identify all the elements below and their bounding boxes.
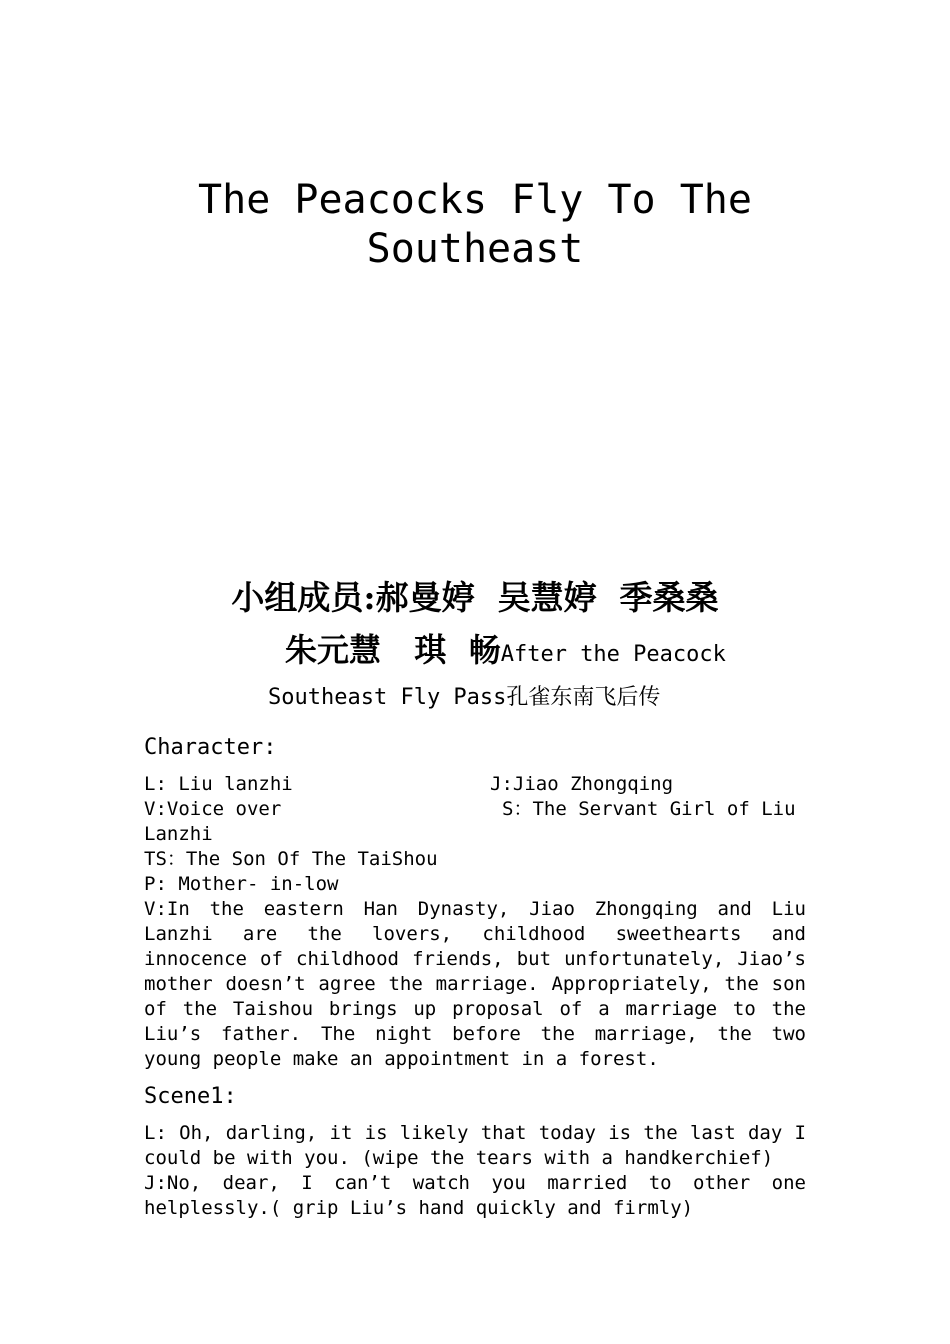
page-title	[150, 176, 800, 274]
character-row	[144, 847, 806, 872]
character-row	[144, 872, 806, 897]
character-row	[144, 797, 806, 822]
character-mother-in-law: P: Mother- in-low	[144, 873, 339, 895]
character-jiao-zhongqing: J:Jiao Zhongqing	[490, 773, 674, 795]
character-row	[144, 772, 806, 797]
group-members-names: 朱元慧 琪 畅	[285, 631, 501, 669]
dialogue-line-jiao: J:No, dear, I can’t watch you married to other one helplessly.( grip Liu’s hand quickly and firmly)	[144, 1172, 806, 1219]
character-row-wrap	[144, 822, 806, 847]
character-liu-lanzhi: L: Liu lanzhi	[144, 773, 293, 795]
title-line-2: Southeast	[366, 226, 584, 272]
character-list	[144, 772, 806, 1072]
scene-heading: Scene1:	[144, 1084, 237, 1109]
group-members-line-2	[285, 628, 726, 672]
dialogue-line-liu: L: Oh, darling, it is likely that today is the last day I could be with you. (wipe the tears with a handkerchief)	[144, 1122, 806, 1169]
character-voice-over: V:Voice over	[144, 798, 282, 820]
subtitle-part-2: Southeast Fly Pass孔雀东南飞后传	[268, 685, 661, 710]
scene-dialogue	[144, 1121, 806, 1221]
intro-paragraph: V:In the eastern Han Dynasty, Jiao Zhongqing and Liu Lanzhi are the lovers, childhood sweethearts and innocence of childhood friends, but unfortunately, Jiao’s mother doesn’t agree the marriage. Appropriately, the son of the Taishou brings up proposal of a marriage to the Liu’s father. The night before the marriage, the two young people make an appointment in a forest.	[144, 898, 806, 1070]
character-servant-girl-continued: Lanzhi	[144, 823, 213, 845]
group-members-line-1: 小组成员:郝曼婷 吴慧婷 季桑桑	[231, 578, 719, 617]
character-servant-girl: S：The Servant Girl of Liu	[502, 798, 796, 820]
subtitle-part-1: After the Peacock	[500, 642, 726, 667]
character-heading: Character:	[144, 735, 277, 760]
character-taishou-son: TS：The Son Of The TaiShou	[144, 848, 438, 870]
title-line-1: The Peacocks Fly To The	[198, 177, 752, 223]
